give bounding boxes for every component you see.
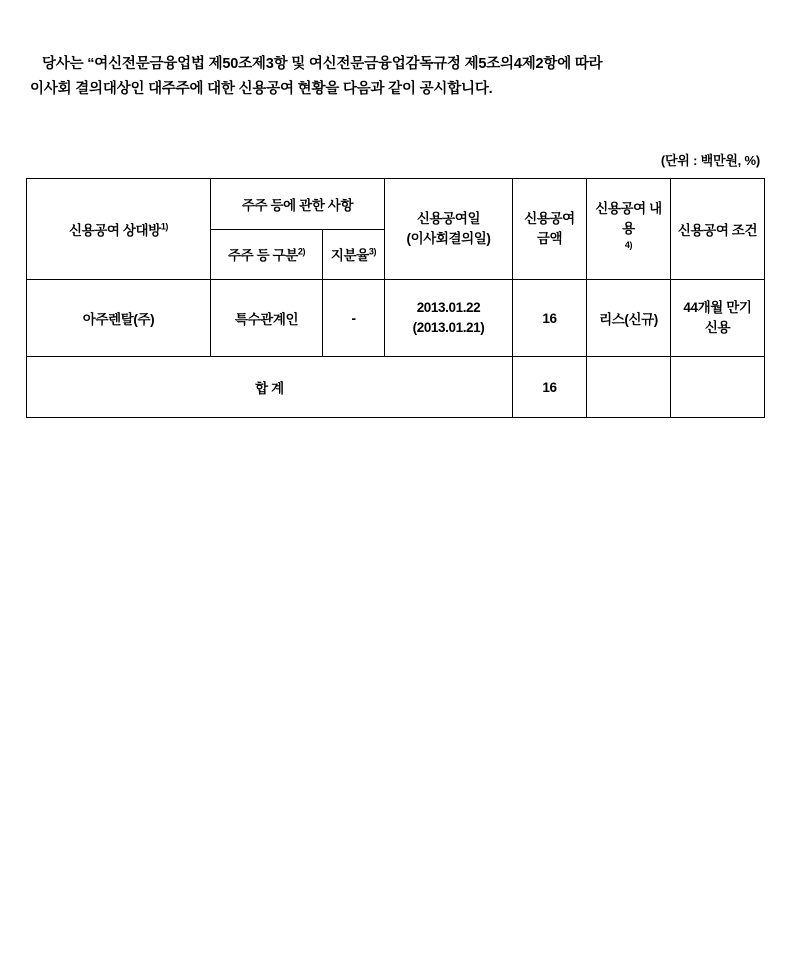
cell-total-content: [587, 357, 671, 418]
unit-note: (단위 : 백만원, %): [660, 153, 760, 168]
cell-credit-date-line1: 2013.01.22: [416, 300, 481, 316]
cell-credit-terms: [671, 280, 765, 357]
header-shareholder-group: 주주 등에 관한 사항: [211, 179, 385, 230]
cell-credit-terms-line2: 신용: [704, 320, 731, 335]
header-credit-date: [385, 179, 513, 280]
header-credit-content-line2: 용 $^{4)}$: [622, 220, 635, 250]
table-total-row: [27, 357, 765, 418]
header-share-ratio-footnote: 3): [368, 246, 377, 257]
header-shareholder-type: 주주 등 구분$^{2)}$: [211, 229, 323, 280]
header-credit-amount-line2: 금액: [536, 231, 563, 246]
header-row-1: [27, 179, 765, 230]
cell-counterparty: 아주렌탈(주): [27, 280, 211, 357]
table-header: [27, 179, 765, 280]
header-credit-content-footnote: 4): [624, 239, 633, 250]
cell-shareholder-type: 특수관계인: [211, 280, 323, 357]
cell-credit-content: 리스(신규): [587, 280, 671, 357]
table-row: [27, 280, 765, 357]
header-shareholder-type-footnote: 2): [297, 246, 306, 257]
cell-credit-date: [385, 280, 513, 357]
header-credit-date-line2: (이사회결의일): [406, 231, 491, 246]
header-counterparty-footnote: 1): [160, 221, 169, 232]
cell-total-amount: 16: [513, 357, 587, 418]
intro-line-2: 이사회 결의대상인 대주주에 대한 신용공여 현황을 다음과 같이 공시합니다.: [30, 81, 493, 98]
header-credit-content: [587, 179, 671, 280]
cell-credit-date-line2: (2013.01.21): [412, 320, 485, 335]
credit-exposure-table: [26, 178, 765, 418]
header-share-ratio: 지분율$^{3)}$: [323, 229, 385, 280]
cell-credit-terms-line1: 44개월 만기: [683, 300, 752, 316]
header-credit-date-line1: 신용공여일: [416, 211, 481, 227]
header-credit-terms: 신용공여 조건: [671, 179, 765, 280]
header-counterparty: 신용공여 상대방$^{1)}$: [27, 179, 211, 280]
intro-paragraph: [30, 52, 760, 103]
header-credit-amount-line1: 신용공여: [524, 211, 575, 227]
cell-total-terms: [671, 357, 765, 418]
table-body: [27, 280, 765, 418]
header-credit-content-line1: 신용공여 내: [595, 201, 662, 217]
cell-credit-amount: 16: [513, 280, 587, 357]
intro-line-1: 당사는 “여신전문금융업법 제50조제3항 및 여신전문금융업감독규정 제5조의4제2항에 따라: [42, 56, 603, 72]
cell-total-label: 합 계: [27, 357, 513, 418]
cell-share-ratio: -: [323, 280, 385, 357]
header-credit-amount: [513, 179, 587, 280]
